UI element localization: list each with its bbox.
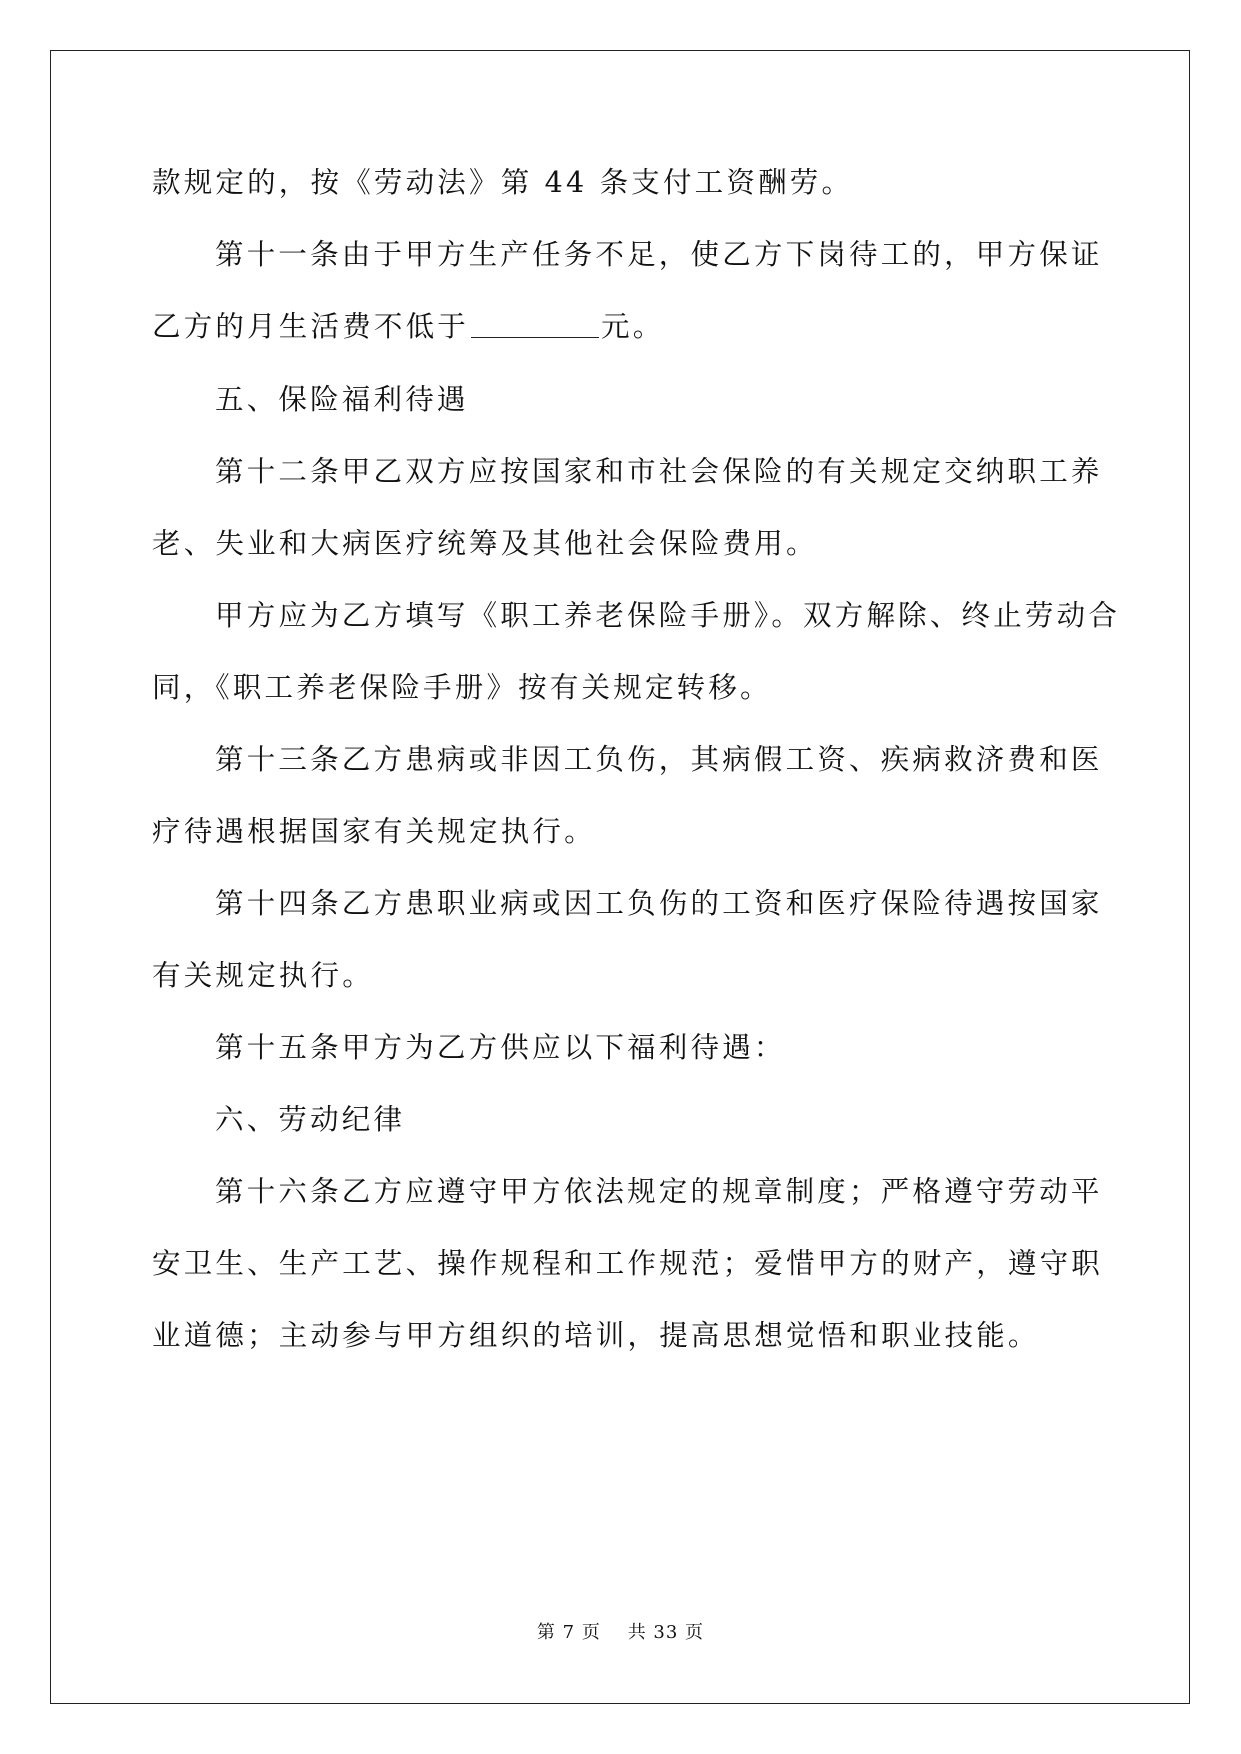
fill-in-blank	[471, 307, 599, 338]
article-12-line-1: 第十二条甲乙双方应按国家和市社会保险的有关规定交纳职工养	[215, 455, 1103, 488]
pension-paragraph-line-1: 甲方应为乙方填写《职工养老保险手册》。双方解除、终止劳动合	[215, 599, 1121, 632]
article-11-line-2	[152, 307, 664, 347]
pension-paragraph-line-2: 同，《职工养老保险手册》按有关规定转移。	[152, 671, 772, 704]
article-14-line-1: 第十四条乙方患职业病或因工负伤的工资和医疗保险待遇按国家	[215, 887, 1103, 920]
article-13-line-1: 第十三条乙方患病或非因工负伤，其病假工资、疾病救济费和医	[215, 743, 1103, 776]
article-16-line-1: 第十六条乙方应遵守甲方依法规定的规章制度；严格遵守劳动平	[215, 1175, 1103, 1208]
page-number-footer: 第 7 页 共 33 页	[536, 1622, 705, 1643]
article-14-line-2: 有关规定执行。	[152, 959, 374, 992]
article-12-line-2: 老、失业和大病医疗统筹及其他社会保险费用。	[152, 527, 818, 560]
section-heading-discipline: 六、劳动纪律	[215, 1103, 406, 1136]
article-16-line-3: 业道德；主动参与甲方组织的培训，提高思想觉悟和职业技能。	[152, 1319, 1040, 1352]
article-13-line-2: 疗待遇根据国家有关规定执行。	[152, 815, 596, 848]
article-15-line: 第十五条甲方为乙方供应以下福利待遇：	[215, 1031, 786, 1064]
page-border	[50, 50, 1190, 1704]
text-line: 款规定的，按《劳动法》第 44 条支付工资酬劳。	[152, 166, 854, 199]
article-11-line-1: 第十一条由于甲方生产任务不足，使乙方下岗待工的，甲方保证	[215, 238, 1103, 271]
article-16-line-2: 安卫生、生产工艺、操作规程和工作规范；爱惜甲方的财产，遵守职	[152, 1247, 1104, 1280]
section-heading-insurance: 五、保险福利待遇	[215, 383, 469, 416]
text-segment: 元。	[601, 310, 665, 343]
text-segment: 乙方的月生活费不低于	[152, 310, 470, 343]
